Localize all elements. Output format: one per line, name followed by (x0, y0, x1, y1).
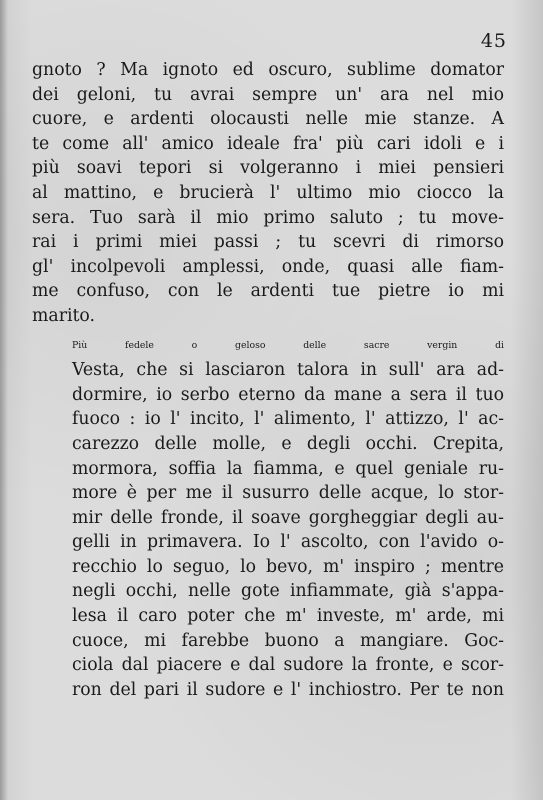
text-line: marito. (32, 305, 96, 326)
text-line: gl' incolpevoli amplessi, onde, quasi alle fiam- (32, 256, 504, 277)
text-line: fuoco : io l' incito, l' alimento, l' attizzo, l' ac- (72, 409, 504, 430)
text-line: ron del pari il sudore e l' inchiostro. Per te non (72, 679, 504, 700)
text-line: gelli in primavera. Io l' ascolto, con l'avido o- (72, 532, 504, 553)
text-line: al mattino, e brucierà l' ultimo mio ciocco la (32, 182, 504, 203)
text-line: cuore, e ardenti olocausti nelle mie stanze. A (32, 109, 504, 130)
text-line: recchio lo seguo, lo bevo, m' inspiro ; mentre (72, 556, 504, 577)
text-line: rai i primi miei passi ; tu scevri di rimorso (32, 232, 504, 253)
text-line: me confuso, con le ardenti tue pietre io mi (32, 281, 504, 302)
paragraph-2 (32, 334, 504, 703)
text-line: carezzo delle molle, e degli occhi. Crepita, (72, 433, 504, 454)
text-line: te come all' amico ideale fra' più cari idoli e i (32, 133, 504, 154)
body-text (32, 58, 504, 702)
text-line: ciola dal piacere e dal sudore la fronte, e scor- (72, 655, 504, 676)
text-line: Vesta, che si lasciaron talora in sull' ara ad- (72, 360, 504, 381)
text-line: negli occhi, nelle gote infiammate, già s'appa- (72, 581, 504, 602)
text-line: sera. Tuo sarà il mio primo saluto ; tu move- (32, 207, 504, 228)
page-number: 45 (480, 30, 507, 52)
text-line: dormire, io serbo eterno da mane a sera il tuo (72, 384, 504, 405)
text-line: dei geloni, tu avrai sempre un' ara nel mio (32, 84, 504, 105)
text-line: lesa il caro poter che m' investe, m' arde, mi (72, 606, 504, 627)
text-line: mir delle fronde, il soave gorgheggiar degli au- (72, 507, 504, 528)
text-line: più soavi tepori si volgeranno i miei pensieri (32, 158, 504, 179)
text-line: cuoce, mi farebbe buono a mangiare. Goc- (72, 630, 504, 651)
page-gutter-shadow (0, 0, 8, 800)
text-line: mormora, soffia la fiamma, e quel geniale ru- (72, 458, 504, 479)
text-line: gnoto ? Ma ignoto ed oscuro, sublime domator (32, 60, 504, 80)
text-line: more è per me il susurro delle acque, lo stor- (72, 483, 504, 504)
text-line: Più fedele o geloso delle sacre vergin di (72, 339, 504, 351)
paragraph-1 (32, 58, 504, 329)
